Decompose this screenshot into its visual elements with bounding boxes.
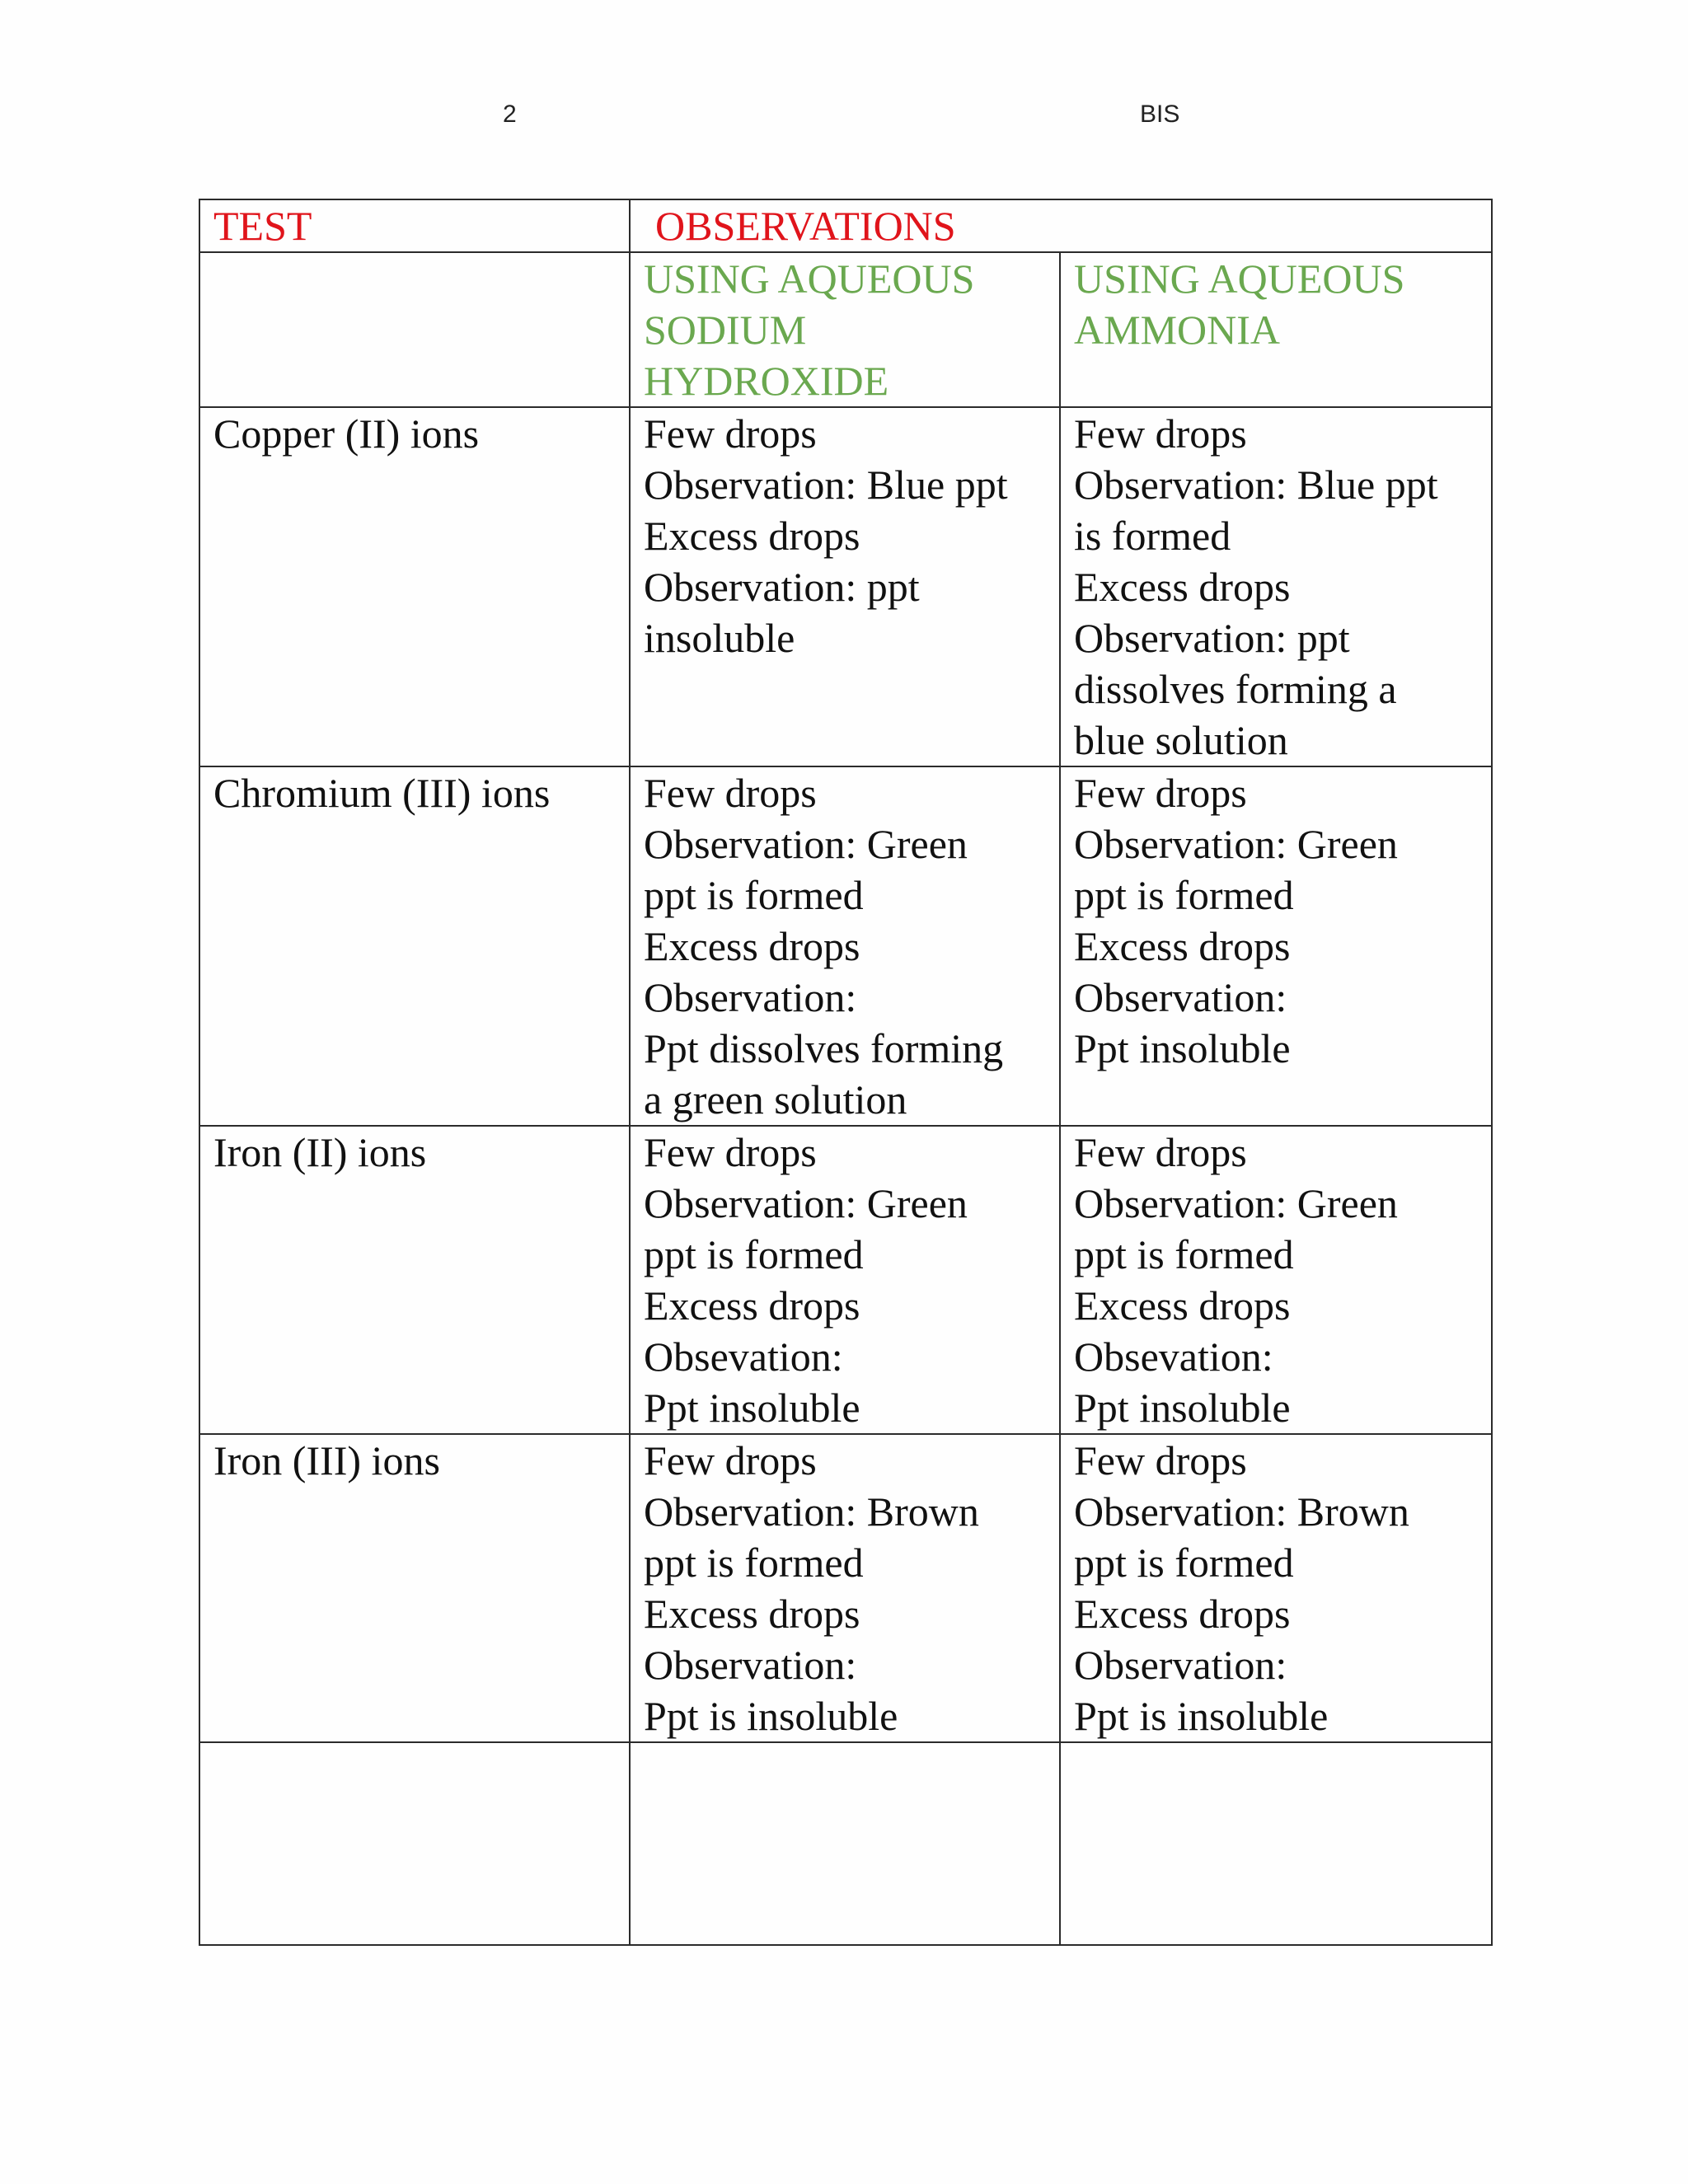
test-cell: Iron (III) ions [199, 1434, 630, 1742]
observation-line: Ppt insoluble [1074, 1025, 1291, 1071]
observation-line: Ppt insoluble [644, 1385, 860, 1431]
observation-line: Observation: Blue ppt [644, 462, 1008, 508]
ammonia-observation-cell [1060, 407, 1492, 766]
naoh-subheader-line: SODIUM [644, 307, 807, 353]
observation-line: Observation: ppt [644, 564, 920, 610]
page-number: 2 [503, 101, 517, 128]
observation-line: ppt is formed [1074, 1231, 1294, 1277]
observation-line: ppt is formed [644, 1231, 864, 1277]
observation-line: Observation: ppt [1074, 615, 1350, 661]
ammonia-observation-cell [1060, 1126, 1492, 1434]
observation-line: Excess drops [1074, 1282, 1291, 1329]
table-subheader-row [199, 252, 1492, 407]
naoh-observation-cell [630, 1126, 1060, 1434]
observation-line: Few drops [1074, 410, 1247, 457]
naoh-observation-cell [630, 1434, 1060, 1742]
observation-line: Observation: [644, 974, 857, 1020]
observation-line: Observation: Green [1074, 1180, 1398, 1226]
observation-line: Excess drops [644, 1591, 860, 1637]
observations-table [199, 199, 1493, 1946]
table-body [199, 407, 1492, 1742]
observation-line: Observation: Brown [644, 1488, 979, 1535]
observations-column-header: OBSERVATIONS [630, 199, 1492, 252]
observation-line: Few drops [644, 410, 817, 457]
observation-line: ppt is formed [1074, 1540, 1294, 1586]
observation-line: blue solution [1074, 717, 1288, 763]
observation-line: Few drops [644, 1129, 817, 1175]
observation-line: Observation: Green [1074, 821, 1398, 867]
ammonia-observation-cell [1060, 1434, 1492, 1742]
test-cell: Copper (II) ions [199, 407, 630, 766]
empty-cell [1060, 1742, 1492, 1945]
observation-line: insoluble [644, 615, 795, 661]
observation-line: Ppt insoluble [1074, 1385, 1291, 1431]
observation-line: Observation: Green [644, 821, 968, 867]
naoh-subheader [630, 252, 1060, 407]
table-row [199, 766, 1492, 1126]
table-row [199, 1126, 1492, 1434]
observation-line: Few drops [1074, 770, 1247, 816]
test-cell: Iron (II) ions [199, 1126, 630, 1434]
test-cell: Chromium (III) ions [199, 766, 630, 1126]
observation-line: Excess drops [644, 923, 860, 969]
observation-line: Observation: [644, 1642, 857, 1688]
observation-line: Obsevation: [644, 1333, 843, 1380]
observation-line: Few drops [644, 770, 817, 816]
ammonia-subheader [1060, 252, 1492, 407]
empty-subheader-cell [199, 252, 630, 407]
naoh-subheader-line: HYDROXIDE [644, 358, 889, 404]
observation-line: Excess drops [1074, 564, 1291, 610]
observation-line: Observation: Brown [1074, 1488, 1409, 1535]
ammonia-observation-cell [1060, 766, 1492, 1126]
observation-line: Observation: [1074, 974, 1287, 1020]
observation-line: Excess drops [1074, 923, 1291, 969]
observation-line: Ppt dissolves forming [644, 1025, 1004, 1071]
naoh-observation-cell [630, 407, 1060, 766]
observation-line: Ppt is insoluble [1074, 1693, 1329, 1739]
observation-line: a green solution [644, 1076, 907, 1122]
table-header-row [199, 199, 1492, 252]
table-row [199, 407, 1492, 766]
observation-line: ppt is formed [644, 872, 864, 918]
observation-line: Excess drops [644, 513, 860, 559]
empty-cell [630, 1742, 1060, 1945]
observation-line: Observation: [1074, 1642, 1287, 1688]
empty-table-row [199, 1742, 1492, 1945]
observation-line: Excess drops [644, 1282, 860, 1329]
observation-line: Ppt is insoluble [644, 1693, 898, 1739]
observation-line: Observation: Blue ppt [1074, 462, 1438, 508]
observation-line: dissolves forming a [1074, 666, 1397, 712]
observation-line: Observation: Green [644, 1180, 968, 1226]
ammonia-subheader-line: AMMONIA [1074, 307, 1280, 353]
document-header: BIS [1140, 101, 1180, 128]
observation-line: Few drops [1074, 1129, 1247, 1175]
test-column-header: TEST [199, 199, 630, 252]
observation-line: Excess drops [1074, 1591, 1291, 1637]
observation-line: ppt is formed [1074, 872, 1294, 918]
naoh-subheader-line: USING AQUEOUS [644, 255, 975, 302]
observation-line: ppt is formed [644, 1540, 864, 1586]
table-row [199, 1434, 1492, 1742]
naoh-observation-cell [630, 766, 1060, 1126]
observation-line: Few drops [644, 1437, 817, 1483]
observation-line: is formed [1074, 513, 1231, 559]
observation-line: Few drops [1074, 1437, 1247, 1483]
empty-cell [199, 1742, 630, 1945]
observation-line: Obsevation: [1074, 1333, 1273, 1380]
ammonia-subheader-line: USING AQUEOUS [1074, 255, 1405, 302]
